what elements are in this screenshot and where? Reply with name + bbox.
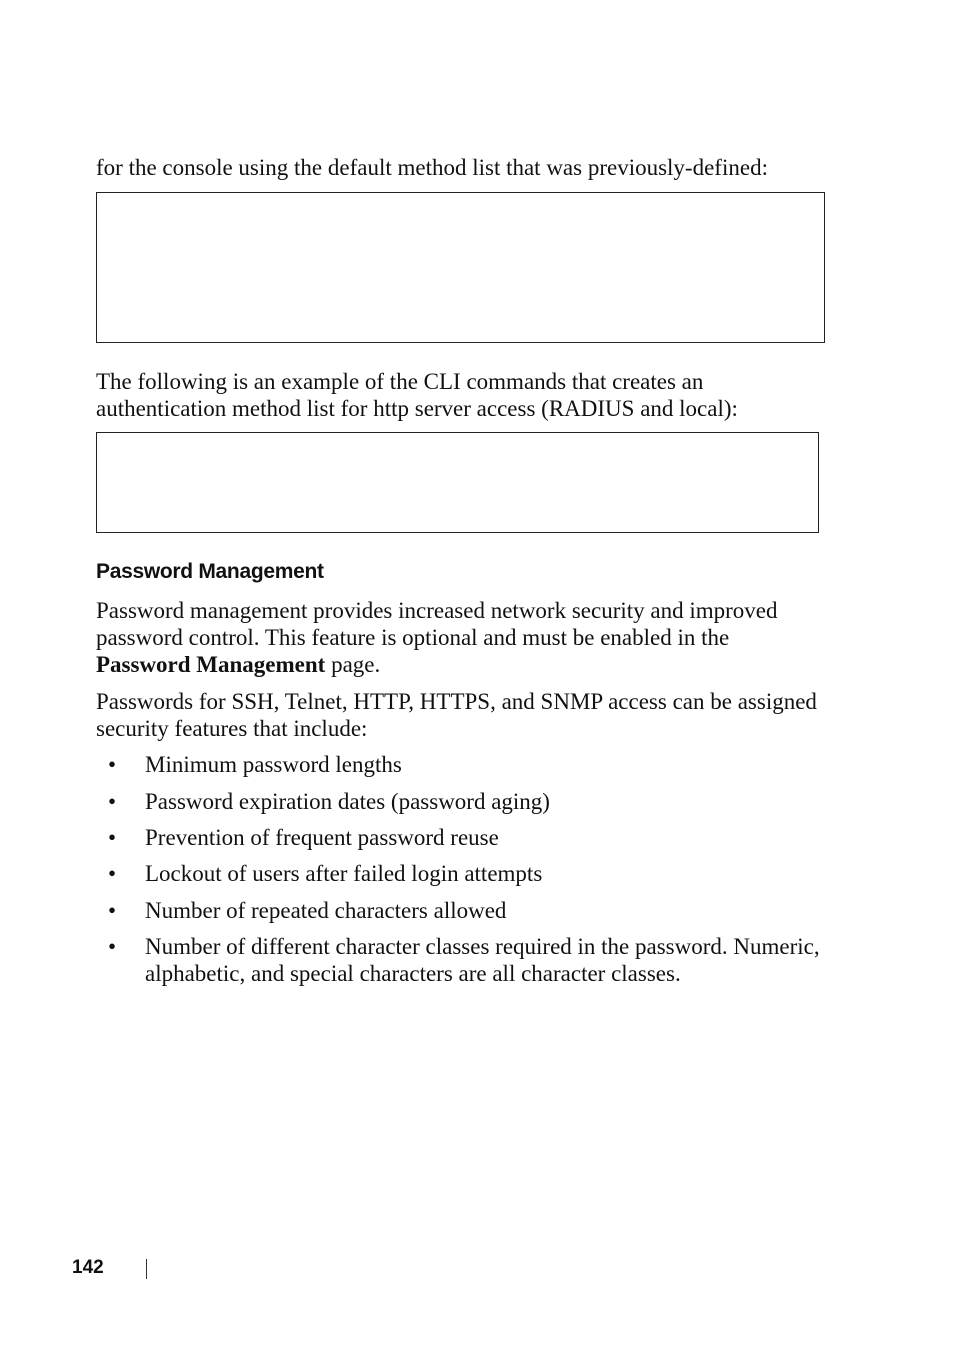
list-item-text: Minimum password lengths [145,752,402,777]
bullet-icon: • [108,861,117,886]
list-item-text: Lockout of users after failed login attempts [145,861,543,886]
list-item-text: Prevention of frequent password reuse [145,825,499,850]
intro-line: for the console using the default method list that was previously-defined: [96,155,768,180]
bullet-icon: • [108,934,117,959]
section-heading: Password Management [96,560,324,583]
para1-line-3-rest: page. [325,652,381,677]
para1-line-3 [96,651,380,678]
bullet-icon: • [108,825,117,850]
password-management-page-name: Password Management [96,652,326,677]
list-item-text: Number of different character classes required in the password. Numeric, [145,934,820,959]
para1-line-1: Password management provides increased network security and improved [96,598,778,623]
code-box-console [96,192,825,343]
example-intro-line-2: authentication method list for http server access (RADIUS and local): [96,396,738,421]
bullet-icon: • [108,752,117,777]
para2-line-2: security features that include: [96,716,368,741]
bullet-icon: • [108,789,117,814]
para1-line-2: password control. This feature is optional and must be enabled in the [96,625,730,650]
example-intro-line-1: The following is an example of the CLI commands that creates an [96,369,704,394]
bullet-icon: • [108,898,117,923]
list-item-text: alphabetic, and special characters are all character classes. [145,961,681,986]
page-number: 142 [72,1257,104,1278]
list-item-text: Number of repeated characters allowed [145,898,507,923]
code-box-http [96,432,819,533]
footer-divider [146,1259,147,1279]
para2-line-1: Passwords for SSH, Telnet, HTTP, HTTPS, and SNMP access can be assigned [96,689,817,714]
list-item-text: Password expiration dates (password aging) [145,789,550,814]
